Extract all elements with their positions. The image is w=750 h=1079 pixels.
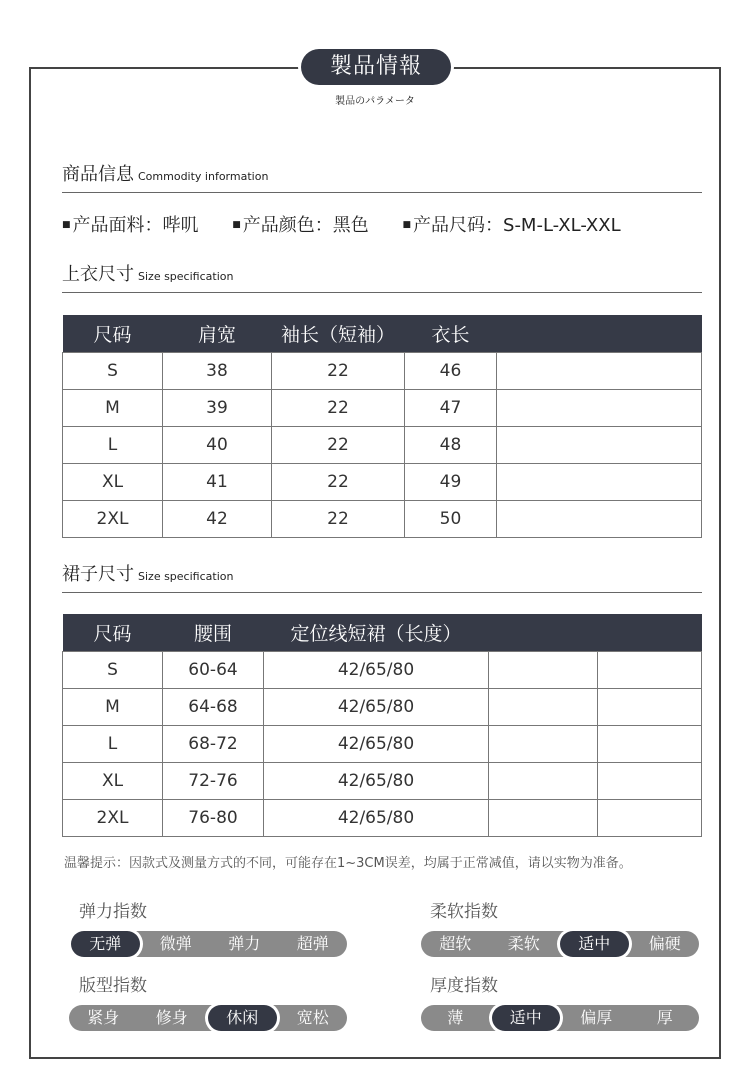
color-item: ■ 产品颜色：黑色: [232, 211, 369, 237]
fit-scale: [69, 1005, 347, 1031]
table-row: [63, 353, 702, 390]
table-cell: 47: [405, 390, 497, 427]
table-cell: 42/65/80: [264, 726, 489, 763]
scale-option-selected: 无弹: [71, 931, 140, 957]
table-row: [63, 427, 702, 464]
table-cell: [489, 652, 598, 689]
table-cell: 22: [272, 353, 405, 390]
table-cell: 2XL: [63, 501, 163, 538]
table-cell: 39: [163, 390, 272, 427]
table-cell: [497, 501, 702, 538]
table-row: [63, 501, 702, 538]
table-cell: 42/65/80: [264, 652, 489, 689]
table-cell: 64-68: [163, 689, 264, 726]
table-row: [63, 763, 702, 800]
scale-option: 超软: [439, 934, 472, 953]
table-row: [63, 726, 702, 763]
table-cell: 2XL: [63, 800, 163, 837]
table-cell: 42/65/80: [264, 800, 489, 837]
page-title: 製品情報: [301, 49, 451, 85]
table-cell: [598, 689, 702, 726]
column-header: 尺码: [63, 614, 163, 652]
column-header: 肩宽: [163, 315, 272, 353]
fabric-item: ■ 产品面料：哔叽: [62, 211, 199, 237]
thickness-title: 厚度指数: [430, 976, 498, 996]
skirt-size-heading: [62, 560, 702, 593]
table-cell: [598, 652, 702, 689]
scale-option: 宽松: [296, 1008, 329, 1027]
table-cell: [489, 763, 598, 800]
table-header-row: [63, 614, 702, 652]
column-header: 衣长: [405, 315, 497, 353]
scale-option: 厚: [656, 1008, 673, 1027]
column-header: 尺码: [63, 315, 163, 353]
scale-option-selected: 适中: [492, 1005, 561, 1031]
skirt-size-table: [62, 614, 702, 837]
size-item: ■ 产品尺码：S-M-L-XL-XXL: [403, 211, 621, 237]
table-cell: 42: [163, 501, 272, 538]
scale-option: 微弹: [159, 934, 192, 953]
scale-option: 弹力: [228, 934, 261, 953]
table-row: [63, 689, 702, 726]
scale-option-selected: 适中: [560, 931, 629, 957]
table-cell: L: [63, 726, 163, 763]
table-cell: 41: [163, 464, 272, 501]
table-cell: M: [63, 689, 163, 726]
table-row: [63, 464, 702, 501]
fit-title: 版型指数: [79, 976, 147, 996]
column-header: 袖长（短袖）: [272, 315, 405, 353]
table-cell: 50: [405, 501, 497, 538]
table-cell: [489, 726, 598, 763]
column-header: [598, 614, 702, 652]
table-cell: [489, 800, 598, 837]
column-header: 腰围: [163, 614, 264, 652]
table-cell: 22: [272, 390, 405, 427]
table-cell: 60-64: [163, 652, 264, 689]
skirt-size-heading-en: Size specification: [138, 570, 234, 583]
table-cell: 76-80: [163, 800, 264, 837]
skirt-size-heading-zh: 裙子尺寸: [62, 564, 134, 585]
table-row: [63, 800, 702, 837]
table-cell: [598, 800, 702, 837]
elasticity-scale: [69, 931, 347, 957]
table-cell: XL: [63, 763, 163, 800]
top-size-table: [62, 315, 702, 538]
table-cell: [598, 763, 702, 800]
page-subtitle: 製品のパラメータ: [335, 96, 415, 107]
table-cell: L: [63, 427, 163, 464]
table-cell: [598, 726, 702, 763]
commodity-heading-en: Commodity information: [138, 170, 269, 183]
table-cell: 48: [405, 427, 497, 464]
elasticity-title: 弹力指数: [79, 902, 147, 922]
table-cell: 46: [405, 353, 497, 390]
table-cell: 72-76: [163, 763, 264, 800]
scale-option: 柔软: [507, 934, 540, 953]
table-cell: 22: [272, 464, 405, 501]
scale-option: 紧身: [87, 1008, 120, 1027]
table-cell: 49: [405, 464, 497, 501]
column-header: 定位线短裙（长度）: [264, 614, 489, 652]
table-cell: 38: [163, 353, 272, 390]
thickness-scale: [421, 1005, 699, 1031]
commodity-heading-zh: 商品信息: [62, 164, 134, 185]
table-row: [63, 652, 702, 689]
table-cell: [497, 464, 702, 501]
table-cell: 68-72: [163, 726, 264, 763]
table-cell: [497, 353, 702, 390]
table-cell: M: [63, 390, 163, 427]
table-cell: 42/65/80: [264, 689, 489, 726]
scale-option: 偏硬: [648, 934, 681, 953]
top-size-heading-zh: 上衣尺寸: [62, 264, 134, 285]
scale-option: 超弹: [296, 934, 329, 953]
table-cell: 22: [272, 501, 405, 538]
scale-option-selected: 休闲: [208, 1005, 277, 1031]
softness-scale: [421, 931, 699, 957]
table-cell: 40: [163, 427, 272, 464]
scale-option: 修身: [155, 1008, 188, 1027]
table-cell: S: [63, 353, 163, 390]
softness-title: 柔软指数: [430, 902, 498, 922]
column-header: [497, 315, 702, 353]
scale-option: 偏厚: [580, 1008, 613, 1027]
table-cell: S: [63, 652, 163, 689]
scale-option: 薄: [447, 1008, 464, 1027]
column-header: [489, 614, 598, 652]
commodity-heading: [62, 160, 702, 193]
top-size-heading: [62, 260, 702, 293]
table-cell: [497, 390, 702, 427]
table-cell: 42/65/80: [264, 763, 489, 800]
table-header-row: [63, 315, 702, 353]
table-cell: [489, 689, 598, 726]
top-size-heading-en: Size specification: [138, 270, 234, 283]
table-cell: [497, 427, 702, 464]
size-note: 温馨提示：因款式及测量方式的不同，可能存在1~3CM误差，均属于正常减值，请以实物为准备。: [64, 856, 632, 871]
commodity-info-row: [62, 211, 712, 237]
table-cell: 22: [272, 427, 405, 464]
table-row: [63, 390, 702, 427]
table-cell: XL: [63, 464, 163, 501]
